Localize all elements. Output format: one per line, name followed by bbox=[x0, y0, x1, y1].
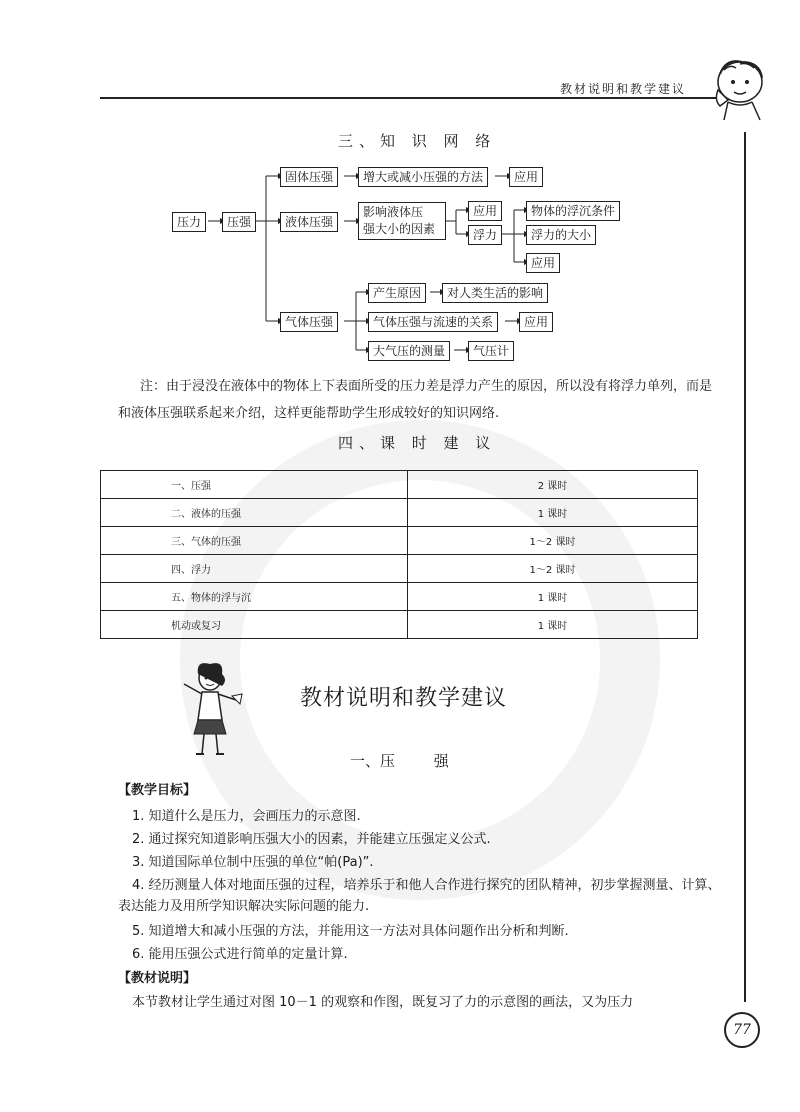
table-cell-topic: 二、液体的压强 bbox=[101, 499, 408, 527]
table-cell-topic: 五、物体的浮与沉 bbox=[101, 583, 408, 611]
table-cell-hours: 1～2 课时 bbox=[408, 555, 698, 583]
table-cell-hours: 1 课时 bbox=[408, 611, 698, 639]
node-liquid-pressure-factors bbox=[358, 202, 446, 240]
table-cell-topic: 机动或复习 bbox=[101, 611, 408, 639]
subsection-title-part2: 强 bbox=[433, 752, 449, 770]
node-gas-effect: 对人类生活的影响 bbox=[442, 283, 548, 303]
table-row bbox=[101, 555, 698, 583]
objective-item: 1. 知道什么是压力，会画压力的示意图. bbox=[132, 809, 361, 824]
objectives-heading: 【教学目标】 bbox=[118, 783, 197, 798]
table-row bbox=[101, 527, 698, 555]
node-atmospheric-measurement: 大气压的测量 bbox=[368, 341, 450, 361]
objective-item: 6. 能用压强公式进行简单的定量计算. bbox=[132, 947, 348, 962]
node-solid-application: 应用 bbox=[509, 167, 543, 187]
node-liquid-pressure: 液体压强 bbox=[280, 212, 338, 232]
section-title-knowledge-network: 三、知 识 网 络 bbox=[338, 132, 497, 150]
schedule-table bbox=[100, 470, 698, 639]
table-row bbox=[101, 583, 698, 611]
objective-item: 2. 通过探究知道影响压强大小的因素，并能建立压强定义公式. bbox=[132, 832, 491, 847]
table-cell-hours: 1 课时 bbox=[408, 499, 698, 527]
table-cell-topic: 四、浮力 bbox=[101, 555, 408, 583]
table-cell-hours: 2 课时 bbox=[408, 471, 698, 499]
node-pressure-force: 压力 bbox=[172, 212, 206, 232]
subsection-title-part1: 一、压 bbox=[350, 752, 396, 770]
section-title-schedule: 四、课 时 建 议 bbox=[338, 434, 497, 452]
node-buoyancy: 浮力 bbox=[468, 225, 502, 245]
objective-item: 4. 经历测量人体对地面压强的过程，培养乐于和他人合作进行探究的团队精神，初步掌握测量、计算、表达能力及用所学知识解决实际问题的能力. bbox=[118, 878, 721, 914]
node-gas-pressure: 气体压强 bbox=[280, 312, 338, 332]
cartoon-girl-illustration bbox=[176, 660, 246, 760]
material-text: 本节教材让学生通过对图 10－1 的观察和作图，既复习了力的示意图的画法，又为压力 bbox=[132, 995, 634, 1010]
node-buoyancy-application: 应用 bbox=[526, 253, 560, 273]
node-solid-pressure: 固体压强 bbox=[280, 167, 338, 187]
node-pressure: 压强 bbox=[222, 212, 256, 232]
node-barometer: 气压计 bbox=[468, 341, 514, 361]
node-gas-flow-relation: 气体压强与流速的关系 bbox=[368, 312, 498, 332]
page-number: 77 bbox=[724, 1012, 760, 1048]
objective-item: 5. 知道增大和减小压强的方法，并能用这一方法对具体问题作出分析和判断. bbox=[132, 924, 569, 939]
chapter-title: 教材说明和教学建议 bbox=[300, 686, 508, 711]
node-gas-flow-application: 应用 bbox=[519, 312, 553, 332]
node-buoyancy-size: 浮力的大小 bbox=[526, 225, 596, 245]
node-liquid-application: 应用 bbox=[468, 201, 502, 221]
material-heading: 【教材说明】 bbox=[118, 971, 197, 986]
liquid-factors-line2: 强大小的因素 bbox=[363, 222, 436, 236]
table-row bbox=[101, 499, 698, 527]
subsection-title bbox=[350, 750, 449, 771]
liquid-factors-line1: 影响液体压 bbox=[363, 205, 424, 219]
table-cell-hours: 1 课时 bbox=[408, 583, 698, 611]
network-note: 注：由于浸没在液体中的物体上下表面所受的压力差是浮力产生的原因，所以没有将浮力单列，而是和液体压强联系起来介绍，这样更能帮助学生形成较好的知识网络. bbox=[118, 379, 713, 421]
node-gas-cause: 产生原因 bbox=[368, 283, 426, 303]
table-cell-hours: 1～2 课时 bbox=[408, 527, 698, 555]
table-row bbox=[101, 611, 698, 639]
running-header: 教材说明和教学建议 bbox=[560, 82, 687, 96]
table-row bbox=[101, 471, 698, 499]
table-cell-topic: 一、压强 bbox=[101, 471, 408, 499]
node-sink-float-condition: 物体的浮沉条件 bbox=[526, 201, 620, 221]
objective-item: 3. 知道国际单位制中压强的单位“帕(Pa)”. bbox=[132, 855, 374, 870]
table-cell-topic: 三、气体的压强 bbox=[101, 527, 408, 555]
node-change-pressure-method: 增大或减小压强的方法 bbox=[358, 167, 488, 187]
